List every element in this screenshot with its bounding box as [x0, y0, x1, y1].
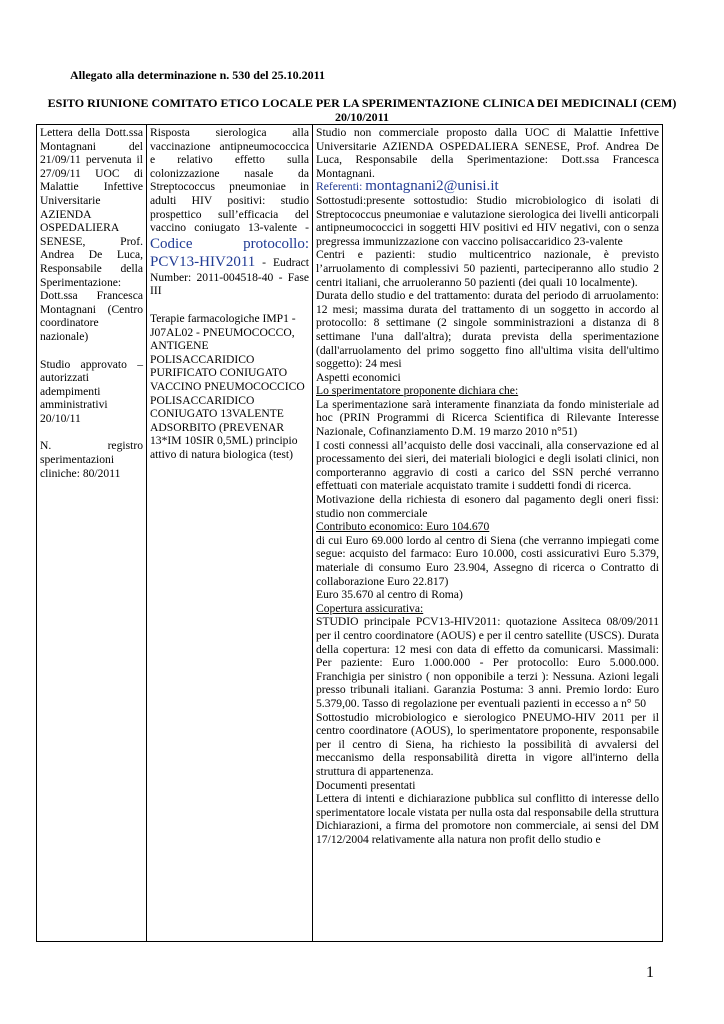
- spacer: [150, 298, 309, 312]
- page-number: 1: [646, 964, 654, 981]
- exemption-text: Motivazione della richiesta di esonero dal pagamento degli oneri fissi: studio non commerciale: [316, 493, 659, 520]
- eudract-text: - Eudract Number: 2011-004518-40 - Fase III: [150, 255, 309, 298]
- study-description: Studio non commerciale proposto dalla UOC di Malattie Infettive Universitarie AZIENDA OSPEDALIERA SENESE, Prof. Andrea De Luca, Responsabile della Sperimentazione: Dott.ssa Francesca Montagnani.: [316, 126, 659, 180]
- referenti-line: [316, 180, 659, 194]
- study-title-column: [147, 125, 313, 942]
- contribution-siena: di cui Euro 69.000 lordo al centro di Siena (che verranno impiegati come segue: acquisto del farmaco: Euro 10.000, costi assicurativi Euro 5.379, materiale di consumo Euro 23.904, Assegno di ricerca o Contratto di collaborazione Euro 22.817): [316, 533, 659, 588]
- referenti-email: montagnani2@unisi.it: [365, 178, 499, 195]
- spacer: [40, 344, 143, 358]
- costs-text: I costi connessi all’acquisto delle dosi vaccinali, alla conservazione ed al processamento dei sieri, dei materiali biologici e degli isolati clinici, non comporteranno aggravio di costi a carico del SSN perché verranno effettuati con materiale acquistato tramite i suddetti fondi di ricerca.: [316, 438, 659, 493]
- letter-column: [37, 125, 147, 942]
- declarations-text: Dichiarazioni, a firma del promotore non commerciale, ai sensi del DM 17/12/2004 relativamente alla natura non profit dello studio e: [316, 819, 659, 846]
- insurance-text: STUDIO principale PCV13-HIV2011: quotazione Assiteca 08/09/2011 per il centro coordinatore (AOUS) e per il centro satellite (USCS). Durata della copertura: 12 mesi con data di effetto da comunicarsi. Massimali: Per paziente: Euro 1.000.000 - Per protocollo: Euro 5.000.000. Franchigia per sinistro ( non opponibile a terzi ): Nessuna. Azioni legali presso tribunali italiani. Garanzia Postuma: 3 anni. Premio lordo: Euro 5.379,00. Tasso di regolazione per eventuali pazienti in eccesso a n° 50: [316, 615, 659, 710]
- insurance-heading: Copertura assicurativa:: [316, 601, 424, 615]
- documents-heading: Documenti presentati: [316, 778, 416, 792]
- therapy-text: Terapie farmacologiche IMP1 - J07AL02 - PNEUMOCOCCO, ANTIGENE POLISACCARIDICO PURIFICATO CONIUGATO VACCINO PNEUMOCOCCICO POLISACCARIDICO CONIUGATO 13VALENTE ADSORBITO (PREVENAR 13*IM 10SIR 0,5ML) principio attivo di natura biologica (test): [150, 311, 305, 461]
- substudy-insurance-text: Sottostudio microbiologico e sierologico PNEUMO-HIV 2011 per il centro coordinatore (AOUS), lo sperimentatore proponente, responsabile per il centro di Siena, ha richiesto la possibilità di avvalersi del meccanismo della responsabilità diretta in vigore all'interno della struttura di appartenenza.: [316, 710, 659, 778]
- centers-text: Centri e pazienti: studio multicentrico nazionale, è previsto l’arruolamento di complessivi 50 pazienti, parteciperanno allo studio 2 centri italiani, che arruoleranno 50 pazienti (dei quali 10 localmente).: [316, 248, 659, 289]
- spacer: [40, 425, 143, 439]
- details-column: [313, 125, 663, 942]
- protocol-code: Codice protocollo: PCV13-HIV2011: [150, 235, 309, 270]
- registry-text: N. registro sperimentazioni cliniche: 80/2011: [40, 439, 143, 480]
- funding-text: La sperimentazione sarà interamente finanziata da fondo ministeriale ad hoc (PRIN Programmi di Ricerca Scientifica di Rilevante Interesse Nazionale, Cofinanziamento D.M. 19 marzo 2010 n°51): [316, 397, 659, 439]
- table-row: [37, 125, 663, 942]
- approval-text: Studio approvato – autorizzati adempimenti amministrativi 20/10/11: [40, 357, 143, 425]
- substudy-text: Sottostudi:presente sottostudio: Studio microbiologico di isolati di Streptococcus pneumoniae e valutazione sierologica dei livelli anticorpali antipneumococcici in soggetti HIV positivi ed HIV negativi, con o senza pregressa immunizzazione con vaccino polisaccaridico 23-valente: [316, 193, 659, 248]
- duration-text: Durata dello studio e del trattamento: durata del periodo di arruolamento: 12 mesi; massima durata del trattamento di un soggetto in accordo al protocollo: 8 settimane (2 singole somministrazioni a distanza di 8 settimane l'una dall'altra); durata prevista della sperimentazione (dall'arruolamento del primo soggetto fino all'ultima visita dell'ultimo soggetto): 24 mesi: [316, 289, 659, 371]
- study-table: [36, 124, 663, 942]
- page-title: ESITO RIUNIONE COMITATO ETICO LOCALE PER LA SPERIMENTAZIONE CLINICA DEI MEDICINALI (CEM) 20/10/2011: [47, 96, 677, 124]
- contribution-heading: Contributo economico: Euro 104.670: [316, 520, 490, 534]
- study-response-text: Risposta sierologica alla vaccinazione antipneumococcica e relativo effetto sulla colonizzazione nasale da Streptococcus pneumoniae in adulti HIV positivi: studio prospettico sull’efficacia del vaccino coniugato 13-valente -: [150, 126, 309, 235]
- referenti-label: Referenti:: [316, 180, 366, 194]
- study-title: [150, 126, 309, 298]
- contribution-roma: Euro 35.670 al centro di Roma): [316, 588, 463, 602]
- economics-heading: Aspetti economici: [316, 370, 401, 384]
- allegato-line: Allegato alla determinazione n. 530 del 25.10.2011: [70, 68, 325, 82]
- letter-text: Lettera della Dott.ssa Montagnani del 21/09/11 pervenuta il 27/09/11 UOC di Malattie Infettive Universitarie AZIENDA OSPEDALIERA SENESE, Prof. Andrea De Luca, Responsabile della Sperimentazione: Dott.ssa Francesca Montagnani (Centro coordinatore nazionale): [40, 126, 143, 343]
- declaration-heading: Lo sperimentatore proponente dichiara che:: [316, 384, 519, 398]
- intent-letter-text: Lettera di intenti e dichiarazione pubblica sul conflitto di interesse dello sperimentatore locale vistata per nulla osta dal responsabile della struttura: [316, 792, 659, 819]
